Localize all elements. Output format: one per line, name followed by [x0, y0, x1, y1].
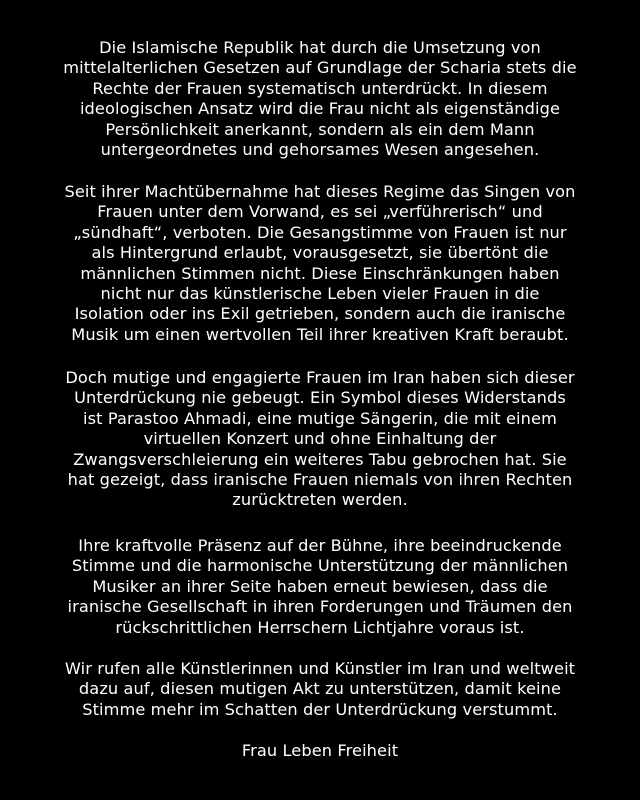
paragraph-singing-ban: Seit ihrer Machtübernahme hat dieses Regime das Singen von Frauen unter dem Vorwand, es sei „verführerisch“ und „sündhaft“, verboten. Die Gesangstimme von Frauen ist nur als Hintergrund erlaubt, vorausgesetzt, sie übertönt die männlichen Stimmen nicht. Diese Einschränkungen haben nicht nur das künstlerische Leben vieler Frauen in die Isolation oder ins Exil getrieben, sondern auch die iranische Musik um einen wertvollen Teil ihrer kreativen Kraft beraubt.: [64, 182, 576, 344]
paragraph-islamic-republic: Die Islamische Republik hat durch die Umsetzung von mittelalterlichen Gesetzen auf Grundlage der Scharia stets die Rechte der Frauen systematisch unterdrückt. In diesem ideologischen Ansatz wird die Frau nicht als eigenständige Persönlichkeit anerkannt, sondern als ein dem Mann untergeordnetes und gehorsames Wesen angesehen.: [63, 38, 577, 160]
slogan: Frau Leben Freiheit: [241, 741, 399, 760]
paragraph-call-to-action: Wir rufen alle Künstlerinnen und Künstler im Iran und weltweit dazu auf, diesen mutigen Akt zu unterstützen, damit keine Stimme mehr im Schatten der Unterdrückung verstummt.: [64, 659, 576, 719]
paragraph-resistance: Doch mutige und engagierte Frauen im Iran haben sich dieser Unterdrückung nie gebeugt. Ein Symbol dieses Widerstands ist Parastoo Ahmadi, eine mutige Sängerin, die mit einem virtuellen Konzert und ohne Einhaltung der Zwangsverschleierung ein weiteres Tabu gebrochen hat. Sie hat gezeigt, dass iranische Frauen niemals von ihren Rechten zurücktreten werden.: [65, 368, 575, 510]
paragraph-stage-presence: Ihre kraftvolle Präsenz auf der Bühne, ihre beeindruckende Stimme und die harmonische Unterstützung der männlichen Musiker an ihrer Seite haben erneut bewiesen, dass die iranische Gesellschaft in ihren Forderungen und Träumen den rückschrittlichen Herrschern Lichtjahre voraus ist.: [67, 536, 573, 637]
